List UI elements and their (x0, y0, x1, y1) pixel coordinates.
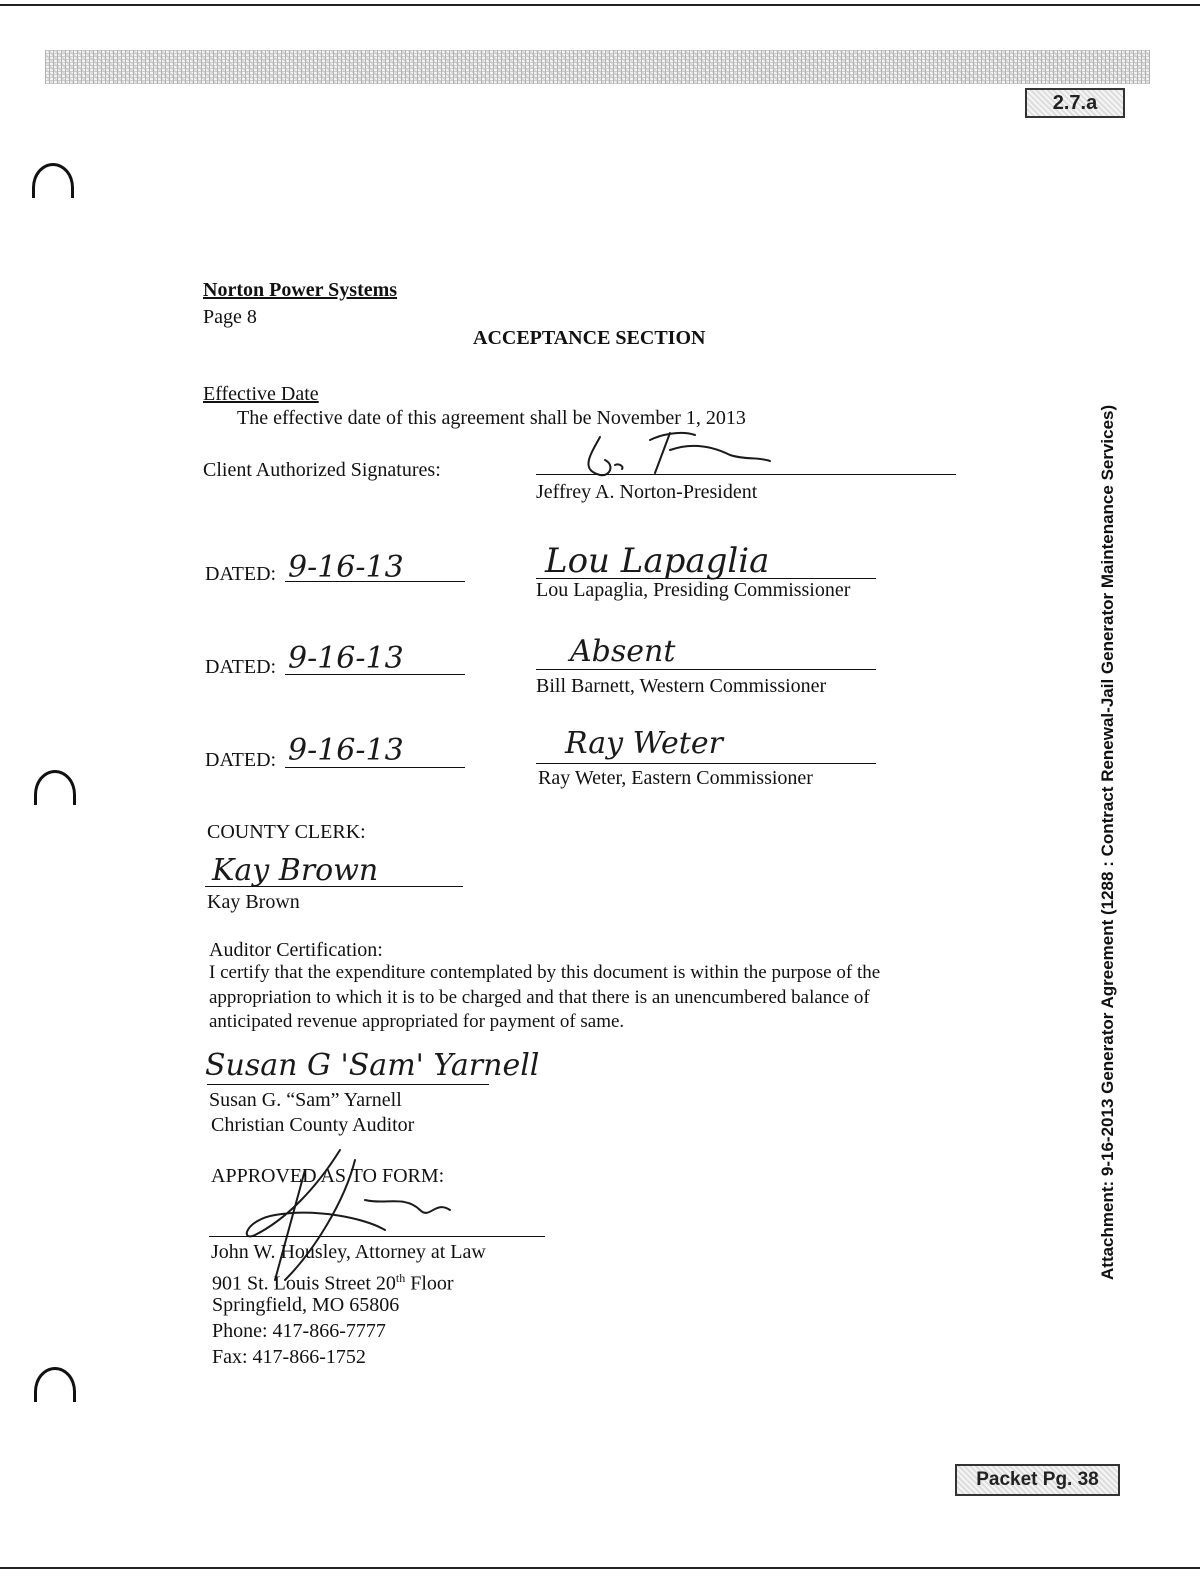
commissioner-name-1: Lou Lapaglia, Presiding Commissioner (536, 579, 851, 601)
packet-page-badge: Packet Pg. 38 (955, 1464, 1120, 1496)
dated-value-3: 9-16-13 (288, 733, 404, 768)
attorney-phone: Phone: 417-866-7777 (212, 1320, 386, 1342)
kay-brown-signature: Kay Brown (212, 853, 379, 888)
commissioner-name-3: Ray Weter, Eastern Commissioner (538, 767, 813, 789)
county-clerk-name: Kay Brown (207, 891, 300, 913)
attorney-fax: Fax: 417-866-1752 (212, 1346, 366, 1368)
lapaglia-signature: Lou Lapaglia (545, 541, 770, 581)
punch-hole-middle (34, 770, 76, 805)
bottom-border (0, 1567, 1200, 1569)
attorney-address-sup: th (395, 1271, 406, 1285)
yarnell-signature: Susan G 'Sam' Yarnell (205, 1048, 540, 1083)
dated-value-1: 9-16-13 (288, 550, 404, 585)
dated-line-1 (285, 581, 465, 582)
commissioner-line-3 (536, 763, 876, 764)
page-number: Page 8 (203, 306, 257, 328)
section-title: ACCEPTANCE SECTION (473, 327, 706, 349)
clerk-signature-line (205, 886, 463, 887)
auditor-name: Susan G. “Sam” Yarnell (209, 1089, 402, 1111)
attorney-address-floor: Floor (405, 1272, 454, 1295)
attorney-city: Springfield, MO 65806 (212, 1294, 400, 1316)
commissioner-line-2 (536, 669, 876, 670)
approved-as-to-form-label: APPROVED AS TO FORM: (211, 1165, 445, 1187)
client-signatures-label: Client Authorized Signatures: (203, 459, 441, 481)
attorney-address-street: 901 St. Louis Street 20 (212, 1272, 396, 1295)
dated-line-3 (285, 767, 465, 768)
dated-line-2 (285, 674, 465, 675)
attorney-name: John W. Housley, Attorney at Law (211, 1241, 486, 1263)
client-signature-line (536, 474, 956, 475)
company-name: Norton Power Systems (203, 279, 398, 301)
barnett-signature: Absent (570, 634, 676, 669)
attorney-signature-line (209, 1236, 545, 1237)
punch-hole-bottom (34, 1367, 76, 1402)
norton-signature (560, 425, 790, 485)
punch-hole-top (32, 163, 74, 198)
effective-date-text: The effective date of this agreement shall be November 1, 2013 (237, 407, 746, 429)
dated-label-1: DATED: (205, 563, 277, 585)
auditor-signature-line (207, 1084, 489, 1085)
top-border (0, 4, 1200, 6)
auditor-heading: Auditor Certification: (209, 939, 383, 961)
scan-noise-band (45, 50, 1150, 84)
effective-date-heading: Effective Date (203, 383, 319, 405)
county-clerk-label: COUNTY CLERK: (207, 821, 366, 843)
dated-label-3: DATED: (205, 749, 277, 771)
item-badge: 2.7.a (1025, 88, 1125, 118)
dated-value-2: 9-16-13 (288, 641, 404, 676)
client-signer-name: Jeffrey A. Norton-President (536, 481, 758, 503)
weter-signature: Ray Weter (565, 726, 723, 761)
attachment-sidebar-text: Attachment: 9-16-2013 Generator Agreement (1288 : Contract Renewal-Jail Generator Maintenance Services) (1098, 404, 1117, 1280)
auditor-text-line-3: anticipated revenue appropriated for payment of same. (209, 1011, 625, 1032)
dated-label-2: DATED: (205, 656, 277, 678)
auditor-title: Christian County Auditor (211, 1114, 415, 1136)
auditor-text-line-2: appropriation to which it is to be charged and that there is an unencumbered balance of (209, 987, 870, 1008)
attorney-address (212, 1266, 454, 1296)
commissioner-name-2: Bill Barnett, Western Commissioner (536, 675, 827, 697)
auditor-text-line-1: I certify that the expenditure contemplated by this document is within the purpose of the (209, 962, 881, 983)
